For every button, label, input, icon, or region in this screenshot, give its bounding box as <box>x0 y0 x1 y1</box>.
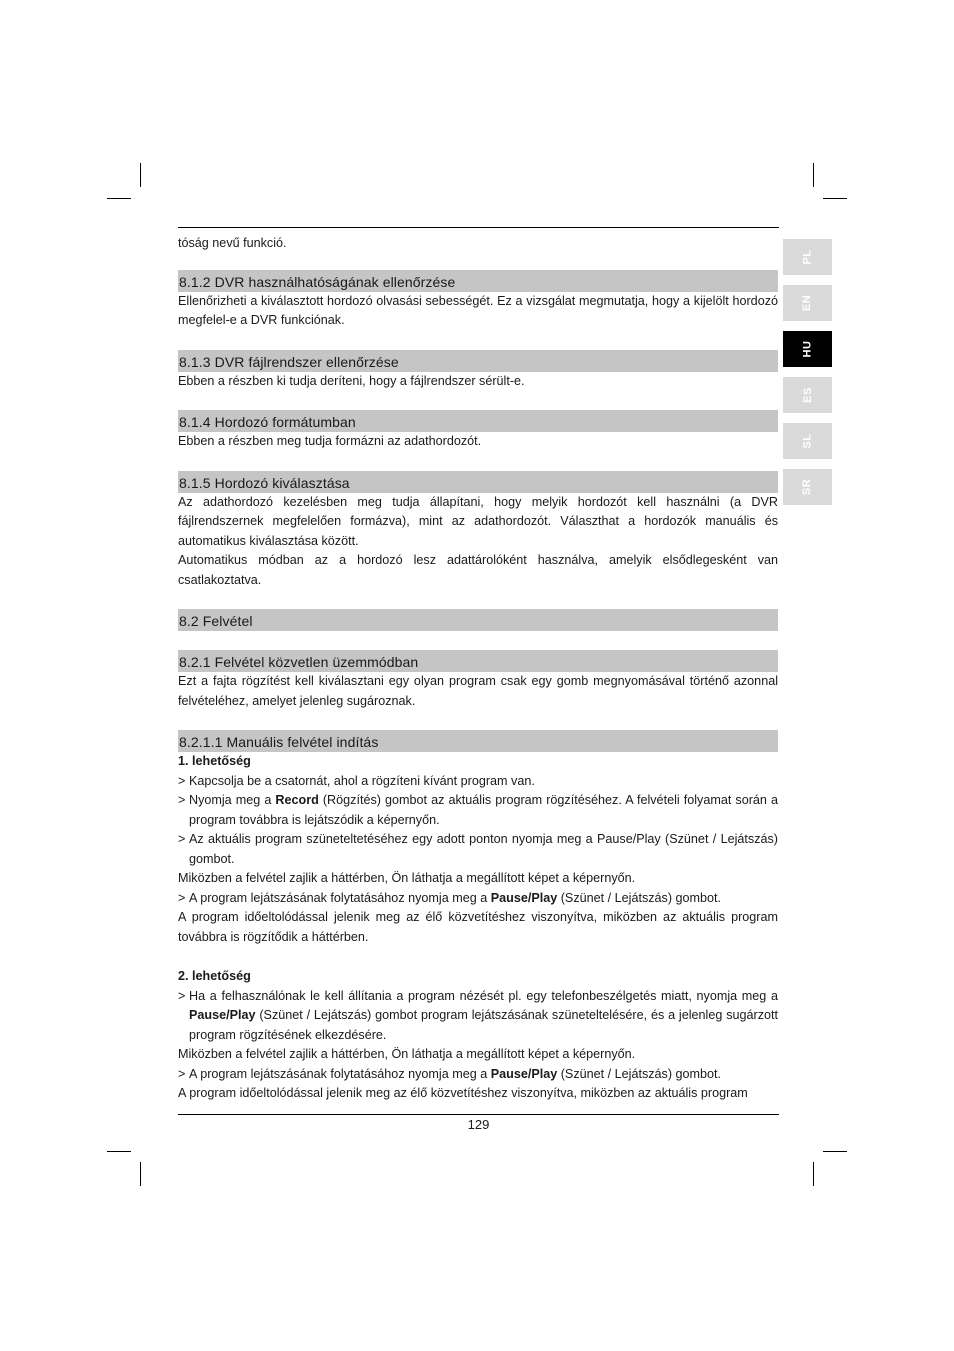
heading-8-1-3: 8.1.3 DVR fájlrendszer ellenőrzése <box>178 350 778 372</box>
crop-mark-bottom-left-v <box>140 1162 141 1186</box>
lang-tab-hu[interactable]: HU <box>783 331 832 367</box>
footer-rule <box>178 1114 779 1115</box>
paragraph-8-1-4: Ebben a részben meg tudja formázni az adathordozót. <box>178 434 482 448</box>
heading-8-1-4: 8.1.4 Hordozó formátumban <box>178 410 778 432</box>
heading-8-1-5: 8.1.5 Hordozó kiválasztása <box>178 471 778 493</box>
list-item: > Kapcsolja be a csatornát, ahol a rögzíteni kívánt program van. <box>178 773 535 788</box>
lang-tab-sl[interactable]: SL <box>783 423 832 459</box>
page-number: 129 <box>467 1117 490 1132</box>
intro-text: tóság nevű funkció. <box>178 236 287 250</box>
paragraph: A program időeltolódással jelenik meg az élő közvetítéshez viszonyítva, miközben az aktuális program <box>178 1086 748 1100</box>
lang-tab-pl[interactable]: PL <box>783 239 832 275</box>
header-rule <box>178 227 779 228</box>
crop-mark-top-left-h <box>107 198 131 199</box>
lang-tab-es[interactable]: ES <box>783 377 832 413</box>
list-item: > Nyomja meg a Record (Rögzítés) gombot az aktuális program rögzítéséhez. A felvételi folyamat során a program továbbra is lejátszódik a képernyőn. <box>178 793 778 827</box>
list-item: > Ha a felhasználónak le kell állítania a program nézését pl. egy telefonbeszélgetés miatt, nyomja meg a Pause/Play (Szünet / Lejátszás) gombot program lejátszásának szüneteltelésére, és a jelenleg sugárzott program rögzítésének elkezdésére. <box>178 988 778 1042</box>
crop-mark-bottom-right-v <box>813 1162 814 1186</box>
heading-8-2-1-1: 8.2.1.1 Manuális felvétel indítás <box>178 730 778 752</box>
heading-8-2-1: 8.2.1 Felvétel közvetlen üzemmódban <box>178 650 778 672</box>
lang-tab-sr[interactable]: SR <box>783 469 832 505</box>
paragraph: Miközben a felvétel zajlik a háttérben, Ön láthatja a megállított képet a képernyőn. <box>178 871 636 885</box>
paragraph: Miközben a felvétel zajlik a háttérben, Ön láthatja a megállított képet a képernyőn. <box>178 1047 636 1061</box>
paragraph-8-1-2: Ellenőrizheti a kiválasztott hordozó olvasási sebességét. Ez a vizsgálat megmutatja, hogy a kijelölt hordozó megfelel-e a DVR funkciónak. <box>178 293 778 327</box>
paragraph: A program időeltolódással jelenik meg az élő közvetítéshez viszonyítva, miközben az aktuális program továbbra is rögzítődik a háttérben. <box>178 910 778 944</box>
paragraph-8-2-1: Ezt a fajta rögzítést kell kiválasztani egy olyan program csak egy gomb megnyomásával történő azonnal felvételéhez, amelyet jelenleg sugároznak. <box>178 674 778 708</box>
crop-mark-top-left-v <box>140 163 141 187</box>
heading-8-2: 8.2 Felvétel <box>178 609 778 631</box>
list-item: > A program lejátszásának folytatásához nyomja meg a Pause/Play (Szünet / Lejátszás) gombot. <box>178 1066 722 1081</box>
crop-mark-top-right-h <box>823 198 847 199</box>
paragraph-8-1-3: Ebben a részben ki tudja deríteni, hogy a fájlrendszer sérült-e. <box>178 373 525 388</box>
option-1-title: 1. lehetőség <box>178 754 251 768</box>
paragraph-8-1-5-a: Az adathordozó kezelésben meg tudja állapítani, hogy melyik hordozót kell használni (a DVR fájlrendszernek megfelelően formázva), mint az adathordozót. Választhat a hordozók manuális és automatikus kiválasztása között. <box>178 494 778 548</box>
crop-mark-bottom-left-h <box>107 1151 131 1152</box>
option-2-title: 2. lehetőség <box>178 969 251 983</box>
crop-mark-top-right-v <box>813 163 814 187</box>
list-item: > A program lejátszásának folytatásához nyomja meg a Pause/Play (Szünet / Lejátszás) gombot. <box>178 890 722 905</box>
heading-8-1-2: 8.1.2 DVR használhatóságának ellenőrzése <box>178 270 778 292</box>
paragraph-8-1-5-b: Automatikus módban az a hordozó lesz adattárolóként használva, amelyik elsődlegesként van csatlakoztatva. <box>178 553 778 587</box>
list-item: > Az aktuális program szüneteltetéséhez egy adott ponton nyomja meg a Pause/Play (Szünet / Lejátszás) gombot. <box>178 832 778 866</box>
crop-mark-bottom-right-h <box>823 1151 847 1152</box>
lang-tab-en[interactable]: EN <box>783 285 832 321</box>
page-content <box>178 234 778 1104</box>
